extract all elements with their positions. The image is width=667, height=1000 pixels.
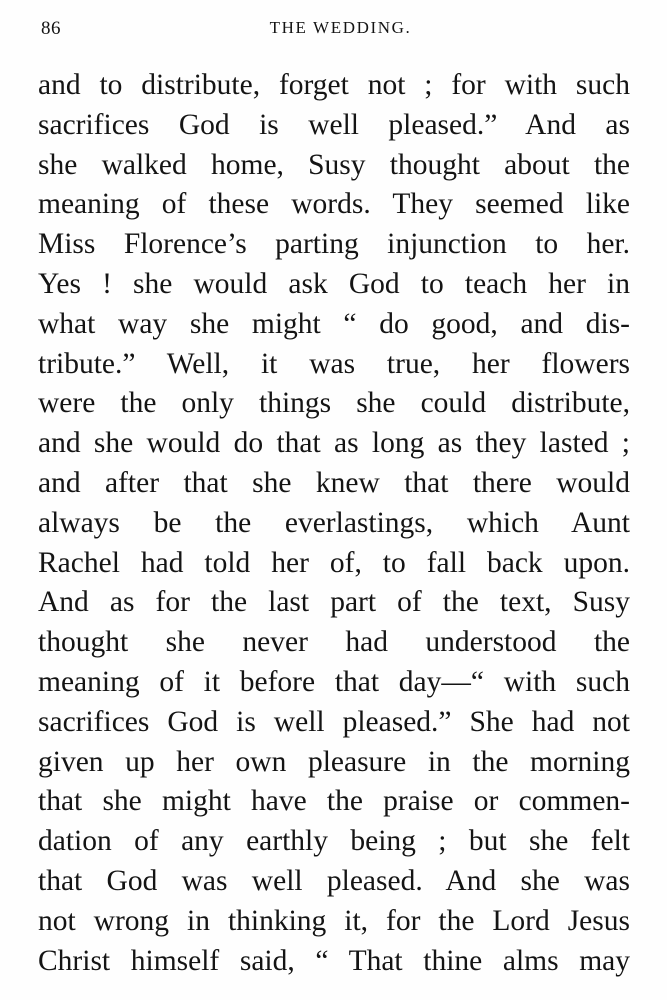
text-line: thought she never had understood the [38,626,630,659]
text-line: Christ himself said, “ That thine alms may [38,944,630,977]
page-header [0,18,667,44]
text-line: that she might have the praise or commen- [38,785,630,818]
text-line: given up her own pleasure in the morning [38,745,630,778]
text-line: meaning of it before that day—“ with such [38,665,630,698]
text-line: And as for the last part of the text, Susy [38,586,630,619]
text-line: Rachel had told her of, to fall back upon. [38,546,630,579]
text-line: sacrifices God is well pleased.” And as [38,108,630,141]
text-line: what way she might “ do good, and dis- [38,307,630,340]
text-line: that God was well pleased. And she was [38,864,630,897]
text-line: meaning of these words. They seemed like [38,188,630,221]
text-line: tribute.” Well, it was true, her flowers [38,347,630,380]
text-line: Yes ! she would ask God to teach her in [38,267,630,300]
text-line: sacrifices God is well pleased.” She had not [38,705,630,738]
page-number: 86 [41,18,61,39]
body-text [38,66,630,981]
text-line: she walked home, Susy thought about the [38,148,630,181]
text-line: and after that she knew that there would [38,466,630,499]
text-line: and she would do that as long as they lasted ; [38,427,630,460]
text-line: were the only things she could distribute, [38,387,630,420]
text-line: Miss Florence’s parting injunction to her. [38,228,630,261]
text-line: not wrong in thinking it, for the Lord Jesus [38,904,630,937]
text-line: always be the everlastings, which Aunt [38,506,630,539]
text-line: and to distribute, forget not ; for with such [38,69,630,101]
text-line: dation of any earthly being ; but she felt [38,825,630,858]
running-head: THE WEDDING. [269,18,412,37]
